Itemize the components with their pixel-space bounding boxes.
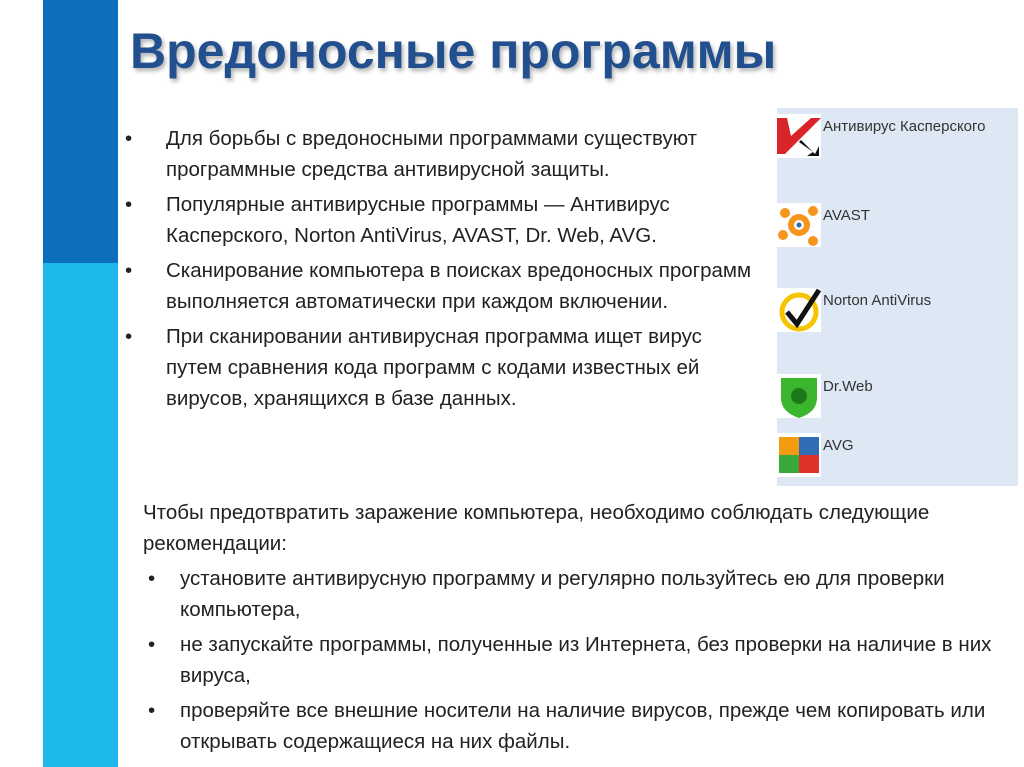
recommendations-intro: Чтобы предотвратить заражение компьютера, необходимо соблюдать следующие рекомендации: (143, 501, 930, 555)
recommendation-item: • установите антивирусную программу и регулярно пользуйтесь ею для проверки компьютера, (143, 563, 1003, 625)
main-bullets (120, 123, 760, 418)
decor-bar-dark (43, 0, 118, 263)
antivirus-kaspersky: Антивирус Касперского (777, 114, 986, 158)
bullet-item: • Для борьбы с вредоносными программами существуют программные средства антивирусной защиты. (120, 123, 760, 185)
recommendations (143, 497, 1003, 761)
decor-bar-light (43, 263, 118, 767)
recommendation-item: • проверяйте все внешние носители на наличие вирусов, прежде чем копировать или открывать содержащиеся на них файлы. (143, 695, 1003, 757)
bullet-item: • При сканировании антивирусная программа ищет вирус путем сравнения кода программ с кодами известных ей вирусов, хранящихся в базе данных. (120, 321, 760, 414)
recommendation-item: • не запускайте программы, полученные из Интернета, без проверки на наличие в них вируса, (143, 629, 1003, 691)
antivirus-norton: Norton AntiVirus (777, 288, 931, 332)
avg-icon (777, 433, 821, 477)
antivirus-avast: AVAST (777, 203, 870, 247)
bullet-item: • Сканирование компьютера в поисках вредоносных программ выполняется автоматически при каждом включении. (120, 255, 760, 317)
kaspersky-icon (777, 114, 821, 158)
drweb-icon (777, 374, 821, 418)
norton-icon (777, 288, 821, 332)
slide-title: Вредоносные программы (130, 23, 777, 79)
antivirus-avg: AVG (777, 433, 854, 477)
avast-icon (777, 203, 821, 247)
antivirus-drweb: Dr.Web (777, 374, 873, 418)
bullet-item: • Популярные антивирусные программы — Антивирус Касперского, Norton AntiVirus, AVAST, Dr. Web, AVG. (120, 189, 760, 251)
antivirus-panel (777, 108, 1018, 486)
